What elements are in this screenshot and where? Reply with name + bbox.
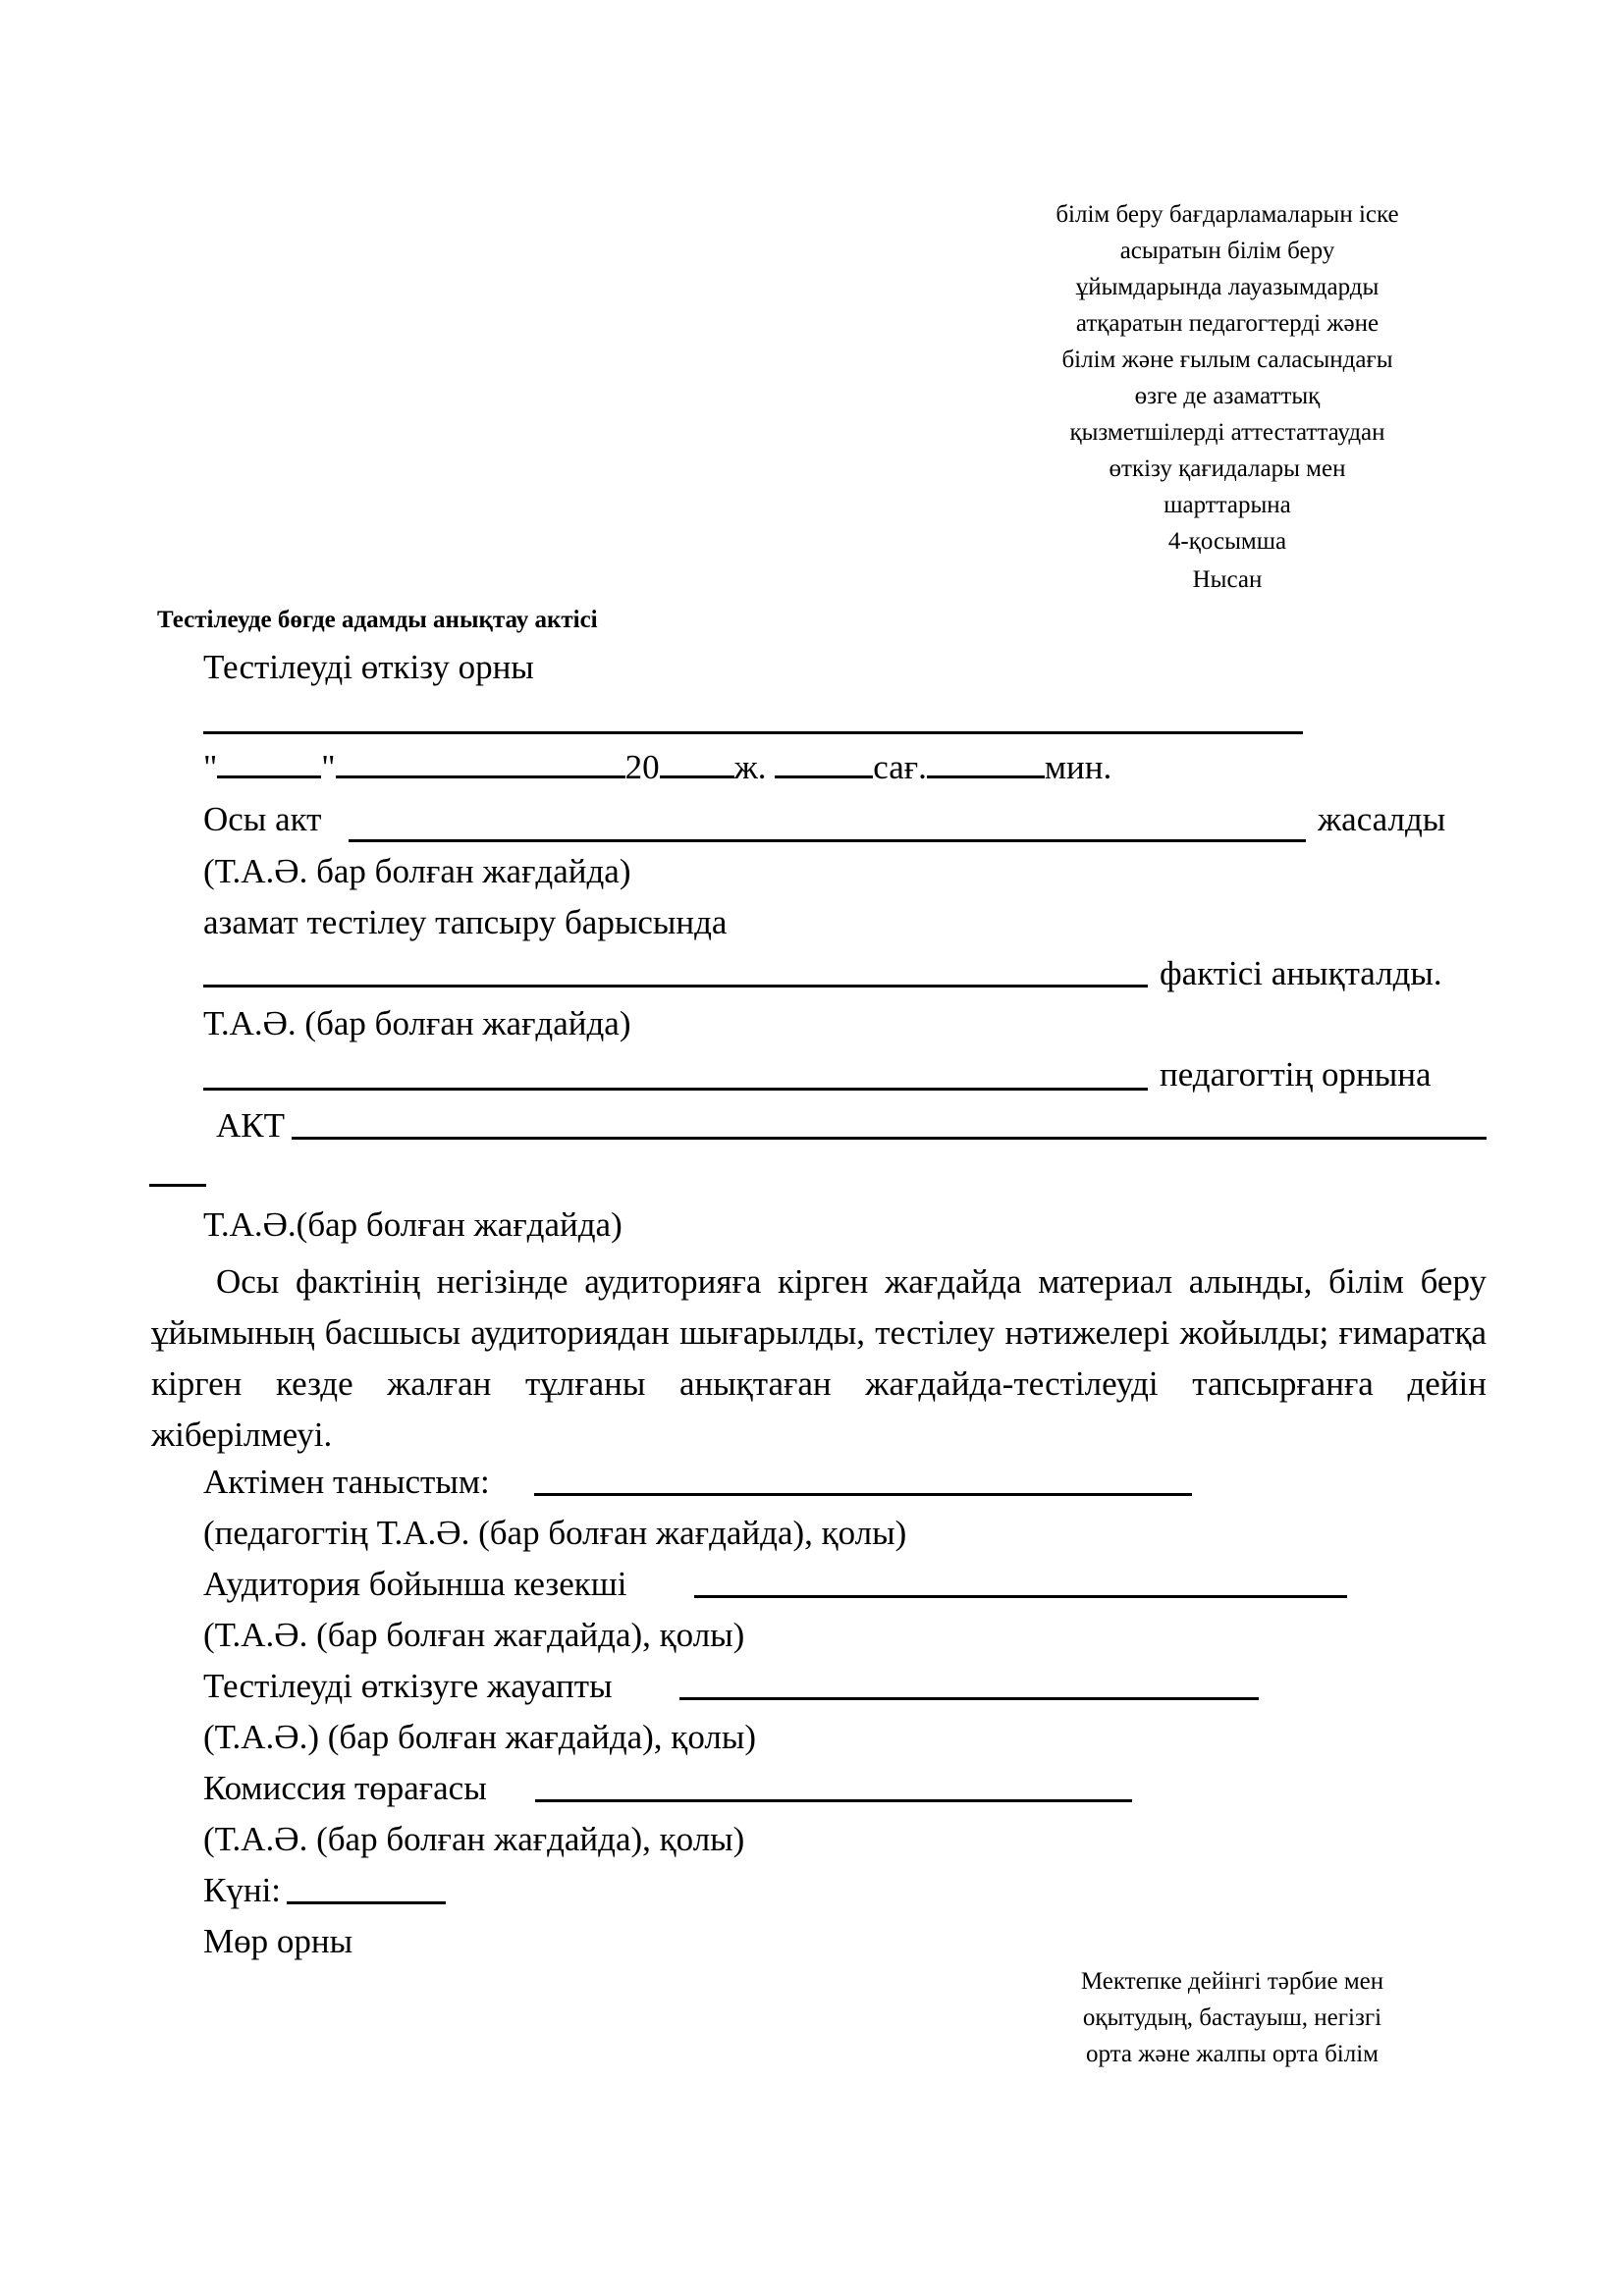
acquainted-note: (педагогтің Т.А.Ә. (бар болған жағдайда), қолы) — [203, 1514, 907, 1552]
fio-note-3: Т.А.Ә.(бар болған жағдайда) — [203, 1205, 623, 1244]
chair-signature-field[interactable] — [535, 1799, 1132, 1802]
fio-note-1: (Т.А.Ә. бар болған жағдайда) — [203, 852, 631, 890]
minute-field[interactable] — [927, 770, 1045, 778]
hour-field[interactable] — [775, 770, 873, 778]
citizen-line: азамат тестілеу тапсыру барысында — [203, 903, 728, 941]
testing-place-label: Тестілеуді өткізу орны — [203, 648, 534, 686]
date-label: Күні: — [203, 1871, 282, 1909]
duty-note: (Т.А.Ә. (бар болған жағдайда), қолы) — [203, 1616, 745, 1654]
footer-line: Мектепке дейінгі тәрбие мен — [1080, 1968, 1384, 1995]
appendix-number: 4-қосымша — [1167, 528, 1287, 555]
header-line: асыратын білім беру — [1119, 238, 1335, 264]
responsible-note: (Т.А.Ә.) (бар болған жағдайда), қолы) — [203, 1718, 756, 1756]
fact-established: фактісі анықталды. — [1160, 954, 1442, 992]
form-label: Нысан — [1192, 566, 1263, 593]
duty-signature-field[interactable] — [694, 1595, 1347, 1598]
footer-line: орта және жалпы орта білім — [1086, 2041, 1379, 2067]
acquainted-signature-field[interactable] — [534, 1493, 1192, 1496]
header-line: шарттарына — [1164, 492, 1291, 518]
date-field[interactable] — [287, 1901, 446, 1904]
quote-close: " — [321, 748, 336, 786]
quote-open: " — [203, 748, 218, 786]
akt-field[interactable] — [292, 1137, 1487, 1140]
act-made-by-field[interactable] — [349, 839, 1306, 842]
chair-label: Комиссия төрағасы — [203, 1769, 487, 1807]
appendix-header — [992, 196, 1463, 598]
header-line: атқаратын педагогтерді және — [1075, 310, 1380, 337]
responsible-label: Тестілеуді өткізуге жауапты — [203, 1667, 613, 1705]
header-line: білім беру бағдарламаларын іске — [1056, 201, 1399, 228]
header-line: өткізу қағидалары мен — [1109, 455, 1346, 482]
month-field[interactable] — [336, 770, 625, 778]
date-row — [203, 748, 1111, 787]
next-appendix-header — [1021, 1963, 1443, 2072]
year-field[interactable] — [660, 770, 734, 778]
consequences-paragraph: Осы фактінің негізінде аудиторияға кірген жағдайда материал алынды, білім беру ұйымының басшысы аудиториядан шығарылды, тестілеу нәтижелері жойылды; ғимаратқа кірген кезде жалған тұлғаны анықтаған жағдайда-тестілеуді тапсырғанға дейін жіберілмеуі. — [151, 1262, 1487, 1454]
stamp-label: Мөр орны — [203, 1922, 353, 1960]
fact-field[interactable] — [203, 985, 1148, 988]
fio-note-2: Т.А.Ә. (бар болған жағдайда) — [203, 1004, 631, 1042]
testing-place-field[interactable] — [203, 731, 1303, 734]
minute-suffix: мин. — [1044, 748, 1112, 786]
header-line: білім және ғылым саласындағы — [1061, 347, 1393, 373]
day-field[interactable] — [217, 770, 321, 778]
duty-label: Аудитория бойынша кезекші — [203, 1565, 627, 1603]
header-line: ұйымдарында лауазымдарды — [1075, 274, 1380, 300]
acquainted-label: Актімен таныстым: — [203, 1463, 490, 1501]
akt-label: АКТ — [216, 1106, 285, 1145]
teacher-name-field[interactable] — [203, 1088, 1148, 1091]
teacher-place: педагогтің орнына — [1160, 1055, 1432, 1094]
act-made-suffix: жасалды — [1318, 800, 1446, 838]
akt-field-continuation[interactable] — [149, 1184, 206, 1187]
header-line: өзге де азаматтық — [1134, 383, 1321, 409]
document-title: Тестілеуде бөгде адамды анықтау актісі — [157, 607, 598, 633]
chair-note: (Т.А.Ә. (бар болған жағдайда), қолы) — [203, 1820, 745, 1858]
act-made-prefix: Осы акт — [203, 800, 322, 838]
responsible-signature-field[interactable] — [679, 1697, 1259, 1700]
year-suffix: ж. — [733, 748, 767, 786]
hour-suffix: сағ. — [873, 748, 927, 786]
footer-line: оқытудың, бастауыш, негізгі — [1082, 2004, 1382, 2031]
year-prefix: 20 — [624, 748, 660, 786]
header-line: қызметшілерді аттестаттаудан — [1069, 419, 1385, 446]
